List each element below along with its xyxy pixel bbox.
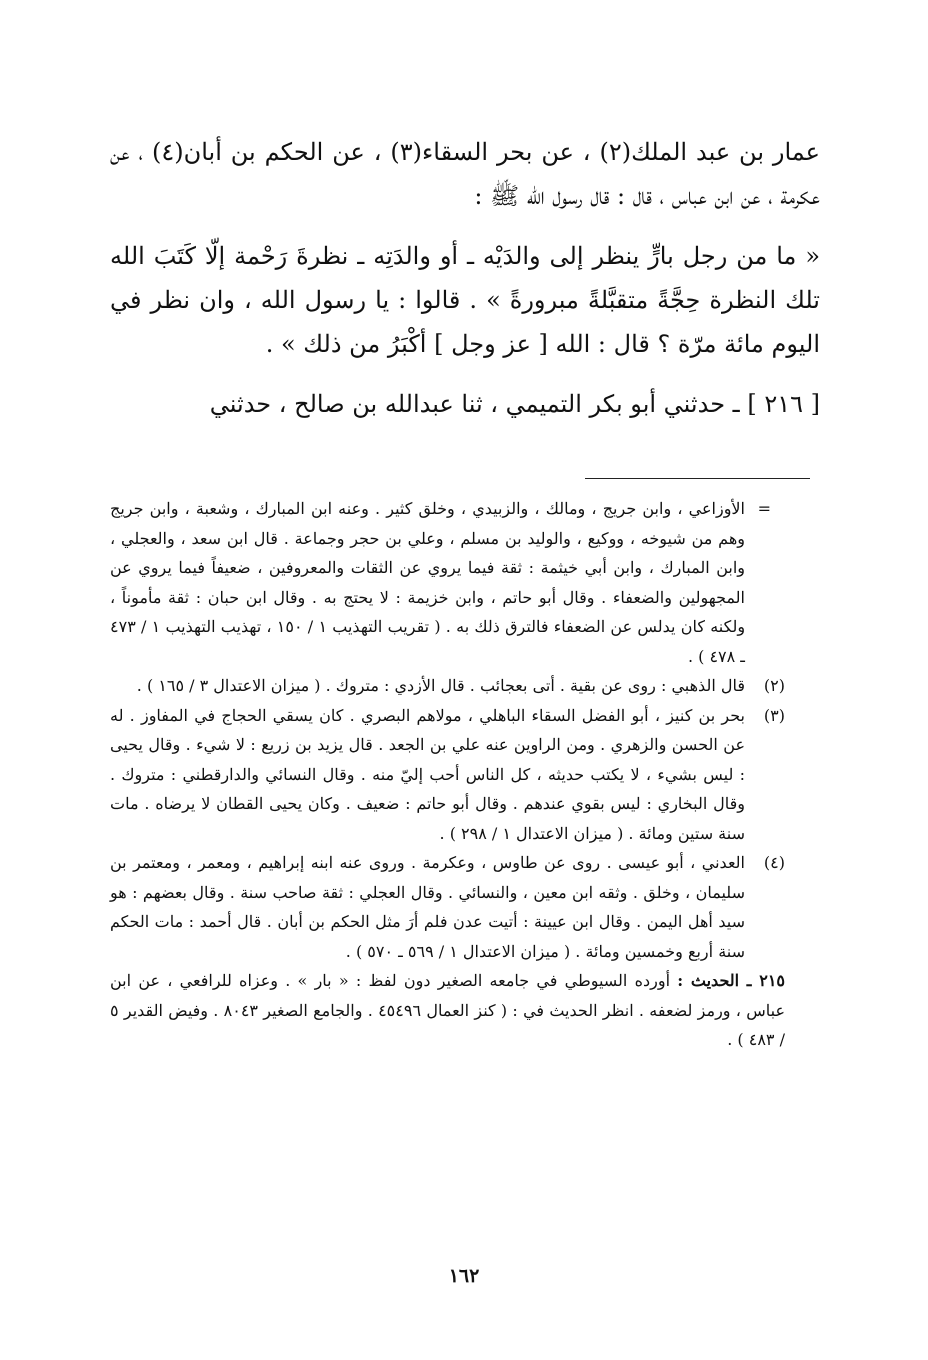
footnote-marker: (٤) — [763, 853, 785, 872]
footnotes — [110, 494, 785, 1055]
footnote-2 — [110, 671, 785, 701]
footnote-continuation — [110, 494, 785, 671]
footnote-text: بحر بن كنيز ، أبو الفضل السقاء الباهلي ، مولاهم البصري . كان يسقي الحجاج في المفاوز . له عن الحسن والزهري . ومن الراوين عنه علي بن الجعد . قال يزيد بن زريع : لا شيء . وقال يحيى : ليس بشيء ، لا يكتب حديثه ، كل الناس أحب إليّ منه . وقال النسائي والدارقطني : متروك . وقال البخاري : ليس بقوي عندهم . وقال أبو حاتم : ضعيف . وكان يحيى القطان لا يرضاه . مات سنة ستين ومائة . ( ميزان الاعتدال ١ / ٢٩٨ ) . — [110, 705, 745, 843]
next-hadith-paragraph: [ ٢١٦ ] ـ حدثني أبو بكر التميمي ، ثنا عبدالله بن صالح ، حدثني — [209, 390, 820, 418]
footnote-text: العدني ، أبو عيسى . روى عن طاوس ، وعكرمة . وروى عنه ابنه إبراهيم ، ومعمر ، ومعتمر بن سليمان ، وخلق . وثقه ابن معين ، والنسائي . وقال العجلي : ثقة صاحب سنة . وقال بعضهم : هو سيد أهل اليمن . وقال ابن عيينة : أتيت عدن فلم أرَ مثل الحكم بن أبان . قال أحمد : مات الحكم سنة أربع وخمسين ومائة . ( ميزان الاعتدال ١ / ٥٦٩ ـ ٥٧٠ ) . — [110, 853, 745, 961]
footnote-marker: = — [757, 499, 771, 518]
main-text — [110, 130, 820, 426]
hadith-note-text: أورده السيوطي في جامعه الصغير دون لفظ : « بار » . وعزاه للرافعي ، عن ابن عباس ، ورمز لضعفه . انظر الحديث في : ( كنز العمال ٤٥٤٩٦ . والجامع الصغير ٨٠٤٣ . وفيض القدير ٥ / ٤٨٣ ) . — [110, 971, 785, 1049]
hadith-matn-paragraph: « ما من رجل بارٍّ ينظر إلى والدَيْه ـ أو والدَتِه ـ نظرةَ رَحْمة إلّا كَتَبَ الله تلك النظرة حِجَّةً متقبَّلةً مبرورةً » . قالوا : يا رسول الله ، وان نظر في اليوم مائة مرّة ؟ قال : الله [ عز وجل ] أكْبَرُ من ذلك » . — [110, 242, 820, 358]
footnote-text: الأوزاعي ، وابن جريج ، ومالك ، والزبيدي ، وخلق كثير . وعنه ابن المبارك ، وشعبة ، وابن جريج وهم من شيوخه ، ووكيع ، والوليد بن مسلم ، وعلي بن حجر وجماعة . قال ابن سعد ، والعجلي ، وابن المبارك ، وابن أبي خيثمة : ثقة فيما يروي عن الثقات والمعروفين ، ضعيفاً فيما يروي عن المجهولين والضعفاء . وقال أبو حاتم ، وابن خزيمة : لا يحتج به . وقال ابن حبان : ثقة مأموناً ، ولكنه كان يدلس عن الضعفاء فالترق ذلك به . ( تقريب التهذيب ١ / ١٥٠ ، تهذيب التهذيب ١ / ٤٧٣ ـ ٤٧٨ ) . — [110, 499, 746, 666]
footnote-marker: (٢) — [763, 676, 785, 695]
footnote-3 — [110, 701, 785, 849]
footnote-separator — [585, 478, 810, 479]
page-number: ١٦٢ — [448, 1265, 480, 1287]
hadith-note — [110, 966, 785, 1055]
footnote-marker: (٣) — [763, 705, 785, 725]
footnote-text: قال الذهبي : روى عن بقية . أتى بعجائب . قال الأزدي : متروك . ( ميزان الاعتدال ٣ / ١٦٥ ) . — [136, 676, 745, 695]
hadith-note-label: ٢١٥ ـ الحديث : — [677, 971, 785, 990]
footnote-4 — [110, 848, 785, 966]
isnad-paragraph: عمار بن عبد الملك(٢) ، عن بحر السقاء(٣) ، عن الحكم بن أبان(٤) ، عن عكرمة ، عن ابن عباس ، قال : قال رسول الله ﷺ : — [110, 138, 820, 210]
